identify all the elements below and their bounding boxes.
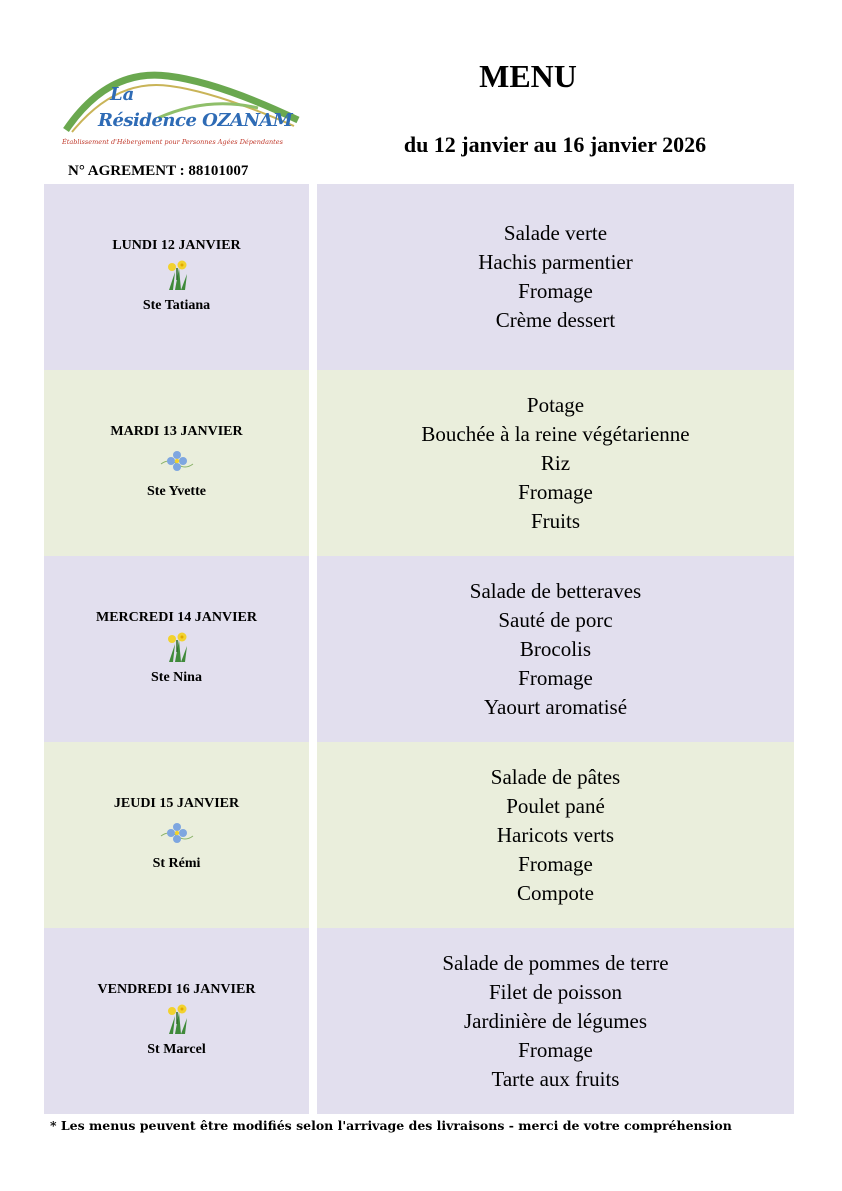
dandelion-icon <box>161 258 193 292</box>
dish-item: Riz <box>540 450 571 475</box>
dish-item: Fromage <box>518 279 593 303</box>
dish-item: Potage <box>526 392 585 417</box>
menu-cell <box>317 928 794 1114</box>
day-name: MERCREDI 14 JANVIER <box>95 610 257 625</box>
dish-item: Jardinière de légumes <box>463 1008 648 1033</box>
dish-item: Fromage <box>518 665 593 690</box>
dish-item: Salade de pâtes <box>490 764 621 789</box>
day-name: JEUDI 15 JANVIER <box>113 796 240 811</box>
day-row-friday <box>44 928 794 1114</box>
dandelion-icon <box>161 1002 193 1036</box>
dish-item: Sauté de porc <box>498 607 613 632</box>
day-name: VENDREDI 16 JANVIER <box>97 982 256 997</box>
saint-name: Ste Tatiana <box>142 298 211 313</box>
dish-item: Salade de betteraves <box>469 578 642 603</box>
saint-name: Ste Yvette <box>147 484 206 499</box>
day-row-monday <box>44 184 794 370</box>
page-title: MENU <box>479 58 577 94</box>
dish-item: Yaourt aromatisé <box>483 694 628 719</box>
day-row-thursday <box>44 742 794 928</box>
logo-text-la: La <box>110 84 135 105</box>
dish-item: Fromage <box>518 1037 593 1062</box>
day-name: LUNDI 12 JANVIER <box>112 238 241 253</box>
footnote: * Les menus peuvent être modifiés selon l'arrivage des livraisons - merci de votre compréhension <box>50 1118 732 1133</box>
dish-item: Salade verte <box>503 221 608 245</box>
residence-logo <box>58 68 303 158</box>
dish-item: Tarte aux fruits <box>491 1066 620 1091</box>
menu-cell <box>317 556 794 742</box>
saint-name: Ste Nina <box>151 670 202 685</box>
dish-item: Brocolis <box>519 636 592 661</box>
day-row-wednesday <box>44 556 794 742</box>
dandelion-icon <box>161 630 193 664</box>
day-cell <box>44 184 309 370</box>
saint-name: St Rémi <box>152 856 201 871</box>
saint-name: St Marcel <box>147 1042 206 1057</box>
day-name: MARDI 13 JANVIER <box>110 424 243 439</box>
menu-cell <box>317 742 794 928</box>
day-cell <box>44 928 309 1114</box>
logo-tagline: Établissement d'Hébergement pour Personnes Agées Dépendantes <box>62 138 283 146</box>
blue-flower-icon <box>145 444 209 478</box>
dish-item: Fruits <box>530 508 580 533</box>
logo-text-name: Résidence OZANAM <box>98 110 293 131</box>
blue-flower-icon <box>145 816 209 850</box>
dish-item: Hachis parmentier <box>478 250 633 274</box>
day-cell <box>44 556 309 742</box>
dish-item: Bouchée à la reine végétarienne <box>421 421 690 446</box>
day-cell <box>44 370 309 556</box>
dish-item: Crème dessert <box>495 308 616 332</box>
day-cell <box>44 742 309 928</box>
dish-item: Poulet pané <box>506 793 605 818</box>
dish-item: Compote <box>517 880 594 905</box>
dish-item: Salade de pommes de terre <box>442 950 669 975</box>
agrement-number: N° AGREMENT : 88101007 <box>68 163 249 179</box>
menu-cell <box>317 370 794 556</box>
dish-item: Fromage <box>518 479 593 504</box>
date-range: du 12 janvier au 16 janvier 2026 <box>403 132 707 157</box>
menu-cell <box>317 184 794 370</box>
dish-item: Fromage <box>518 851 593 876</box>
dish-item: Filet de poisson <box>488 979 622 1004</box>
day-row-tuesday <box>44 370 794 556</box>
dish-item: Haricots verts <box>496 822 615 847</box>
